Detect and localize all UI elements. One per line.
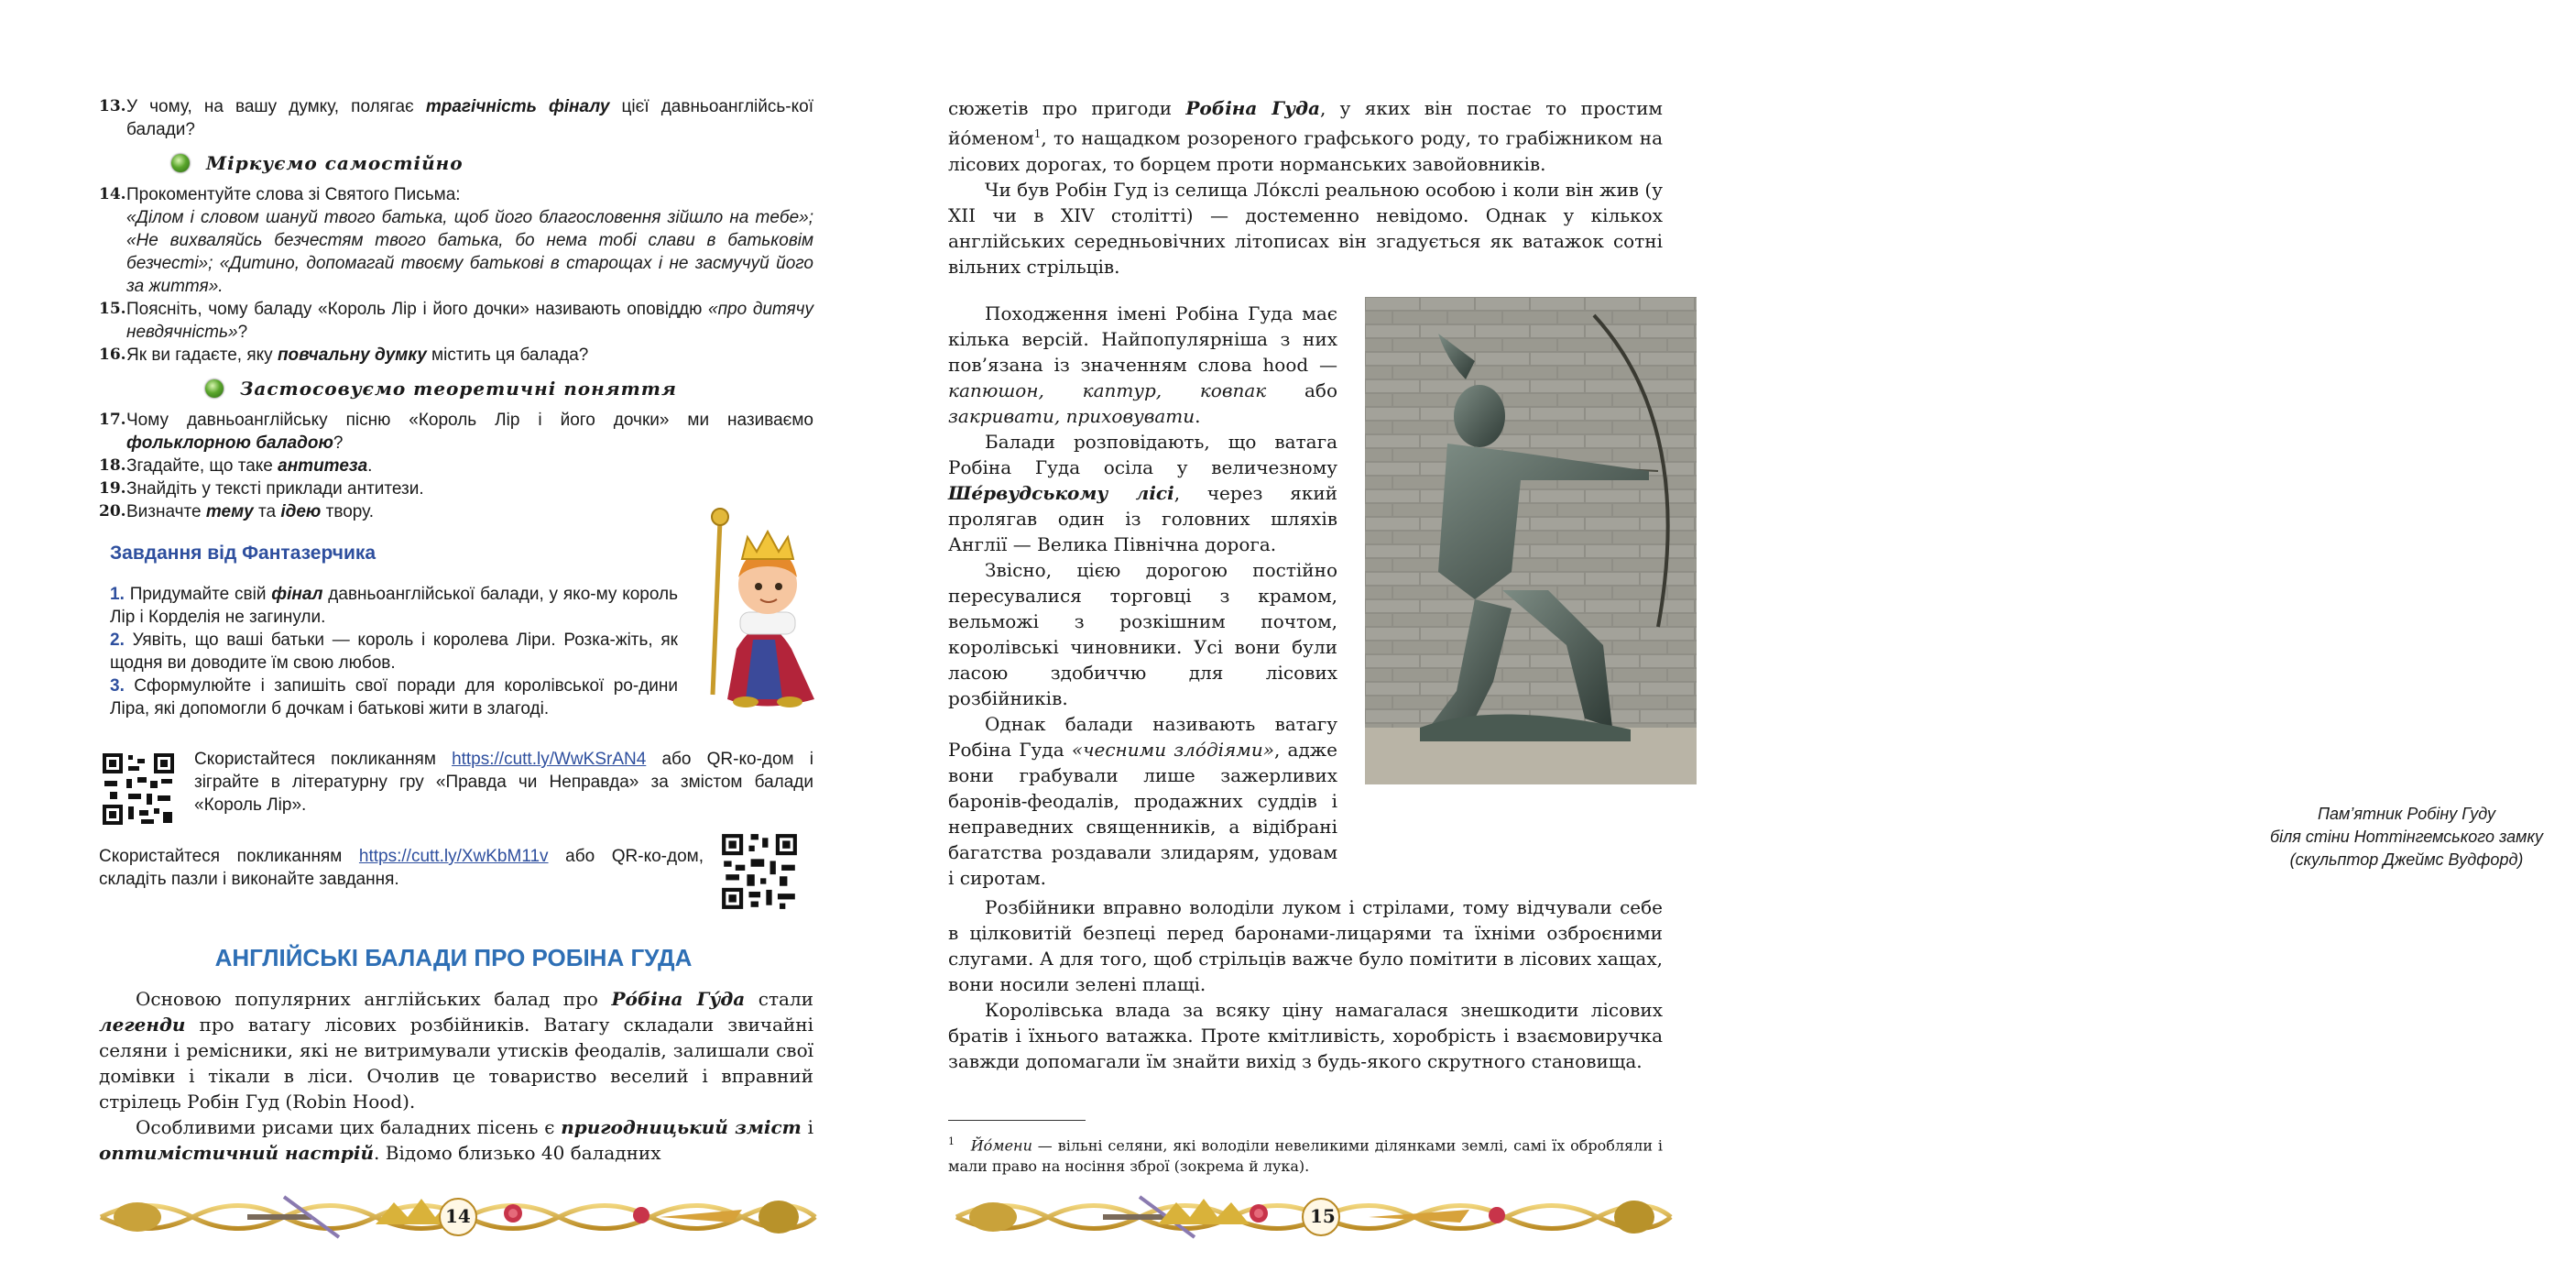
right-body-column [948, 301, 1337, 891]
paragraph: Звісно, цією дорогою постійно пересувалися торговці з крамом, вельможі з розкішним почтом, королівські чиновники. Усі вони були ласою здобиччю для лісових розбійників. [948, 559, 1337, 709]
question-20: 20. Визначте тему та ідею твору. [99, 502, 375, 521]
right-body-bottom [948, 894, 1663, 1074]
footnote: $^1$ Йо́мени — вільні селяни, які володіли невеликими ділянками землі, самі їх обробляли і мали право на носіння зброї (зокрема й лука). [948, 1135, 1663, 1176]
paragraph: Однак балади називають ватагу Робіна Гуда «чесними зло́діями», адже вони грабували лише зажерливих баронів-феодалів, продажних суддів і неправедних священників, а відібрані багатства роздавали злидарям, удовам і сиротам. [948, 713, 1338, 889]
puzzle-link[interactable]: https://cutt.ly/XwKbM11v [358, 847, 549, 866]
tasks-title: Завдання від Фантазерчика [110, 543, 377, 564]
page-number: 14 [445, 1205, 471, 1227]
question-18: 18. Згадайте, що таке антитеза. [99, 456, 373, 476]
chapter-title: АНГЛІЙСЬКІ БАЛАДИ ПРО РОБІНА ГУДА [214, 944, 693, 971]
paragraph: Балади розповідають, що ватага Робіна Гуда осіла у величезному Ше́рвудському лісі, через який пролягав один із головних шляхів Англії — Велика Північна дорога. [948, 431, 1337, 555]
paragraph: Королівська влада за всяку ціну намагалася знешкодити лісових братів і їхнього ватажка. Проте кмітливість, хоробрість і взаємовиручка завжди допомагали їм знайти вихід з будь-якого скрутного становища. [948, 999, 1663, 1072]
paragraph: сюжетів про пригоди Робіна Гуда, у яких він постає то простим йо́меном$^1$, то нащадком розореного графського роду, то грабіжником на лісових дорогах, то борцем проти норманських завойовників. [948, 97, 1663, 175]
paragraph: Походження імені Робіна Гуда має кілька версій. Найпопулярніша з них пов’язана із значенням слова hood — капюшон, каптур, ковпак або закривати, приховувати. [948, 302, 1337, 427]
robin-hood-statue-photo [1365, 297, 1697, 784]
question-16: 16. Як ви гадаєте, яку повчальну думку містить ця балада? [99, 345, 589, 365]
paragraph: Особливими рисами цих баладних пісень є пригодницький зміст і оптимістичний настрій. Відомо близько 40 баладних [99, 1116, 813, 1164]
page-number: 15 [1310, 1205, 1336, 1227]
left-page [0, 0, 872, 1283]
question-17: 17. Чому давньоанглійську пісню «Король Лір і його дочки» ми називаємо фольклорною баладою? [99, 411, 813, 453]
king-character-illustration [700, 502, 828, 713]
footnote-rule [948, 1120, 1086, 1121]
qr-1-text: Скористайтеся покликанням https://cutt.ly/WwKSrAN4 або QR-ко-дом і зіграйте в літературну гру «Правда чи Неправда» за змістом балади «Король Лір». [194, 750, 813, 815]
question-13: 13. У чому, на вашу думку, полягає трагічність фіналу цієї давньоанглійсь-кої балади? [99, 97, 813, 139]
qr-2-text: Скористайтеся покликанням https://cutt.ly/XwKbM11v або QR-ко-дом, складіть пазли і виконайте завдання. [99, 847, 704, 889]
task-1: 1. Придумайте свій фінал давньоанглійської балади, у яко-му король Лір і Корделія не загинули. [110, 585, 678, 627]
photo-caption: Пам’ятник Робіну Гуду біля стіни Ноттінгемського замку (скульптор Джеймс Вудфорд) [2269, 805, 2543, 869]
qr-code-icon [720, 832, 799, 911]
question-19: 19. Знайдіть у тексті приклади антитези. [99, 479, 424, 499]
right-page [872, 0, 2543, 1283]
right-body-top [948, 95, 1663, 280]
task-2: 2. Уявіть, що ваші батьки — король і королева Ліри. Розка-жіть, як щодня ви доводите їм свою любов. [110, 631, 678, 673]
qr-code-1[interactable] [101, 751, 176, 827]
question-number: 13. [99, 97, 126, 115]
section-heading-apply: Застосовуємо теоретичні поняття [240, 378, 677, 400]
paragraph: Основою популярних англійських балад про Ро́біна Гу́да стали легенди про ватагу лісових розбійників. Ватагу складали звичайні селяни і ремісники, які не витримували утисків феодалів, залишали свої домівки і тікали в ліси. Очолив це товариство веселий і вправний стрілець Робін Гуд (Robin Hood). [99, 988, 813, 1113]
section-heading-think: Міркуємо самостійно [206, 152, 464, 174]
green-bullet-icon [171, 154, 190, 172]
paragraph: Чи був Робін Гуд із селища Ло́кслі реальною особою і коли він жив (у XII чи в XIV столітті) — достеменно невідомо. Однак у кількох англійських середньовічних літописах він згадується як ватажок сотні вільних стрільців. [948, 178, 1663, 278]
question-15: 15. Поясніть, чому баладу «Король Лір і його дочки» називають оповіддю «про дитячу невдячність»? [99, 300, 813, 342]
paragraph: Розбійники вправно володіли луком і стрілами, тому відчували себе в цілковитій безпеці перед баронами-лицарями та їхніми озброєними слугами. А для того, щоб стрільців важче було помітити в лісових хащах, вони носили зелені плащі. [948, 896, 1663, 995]
footnote-ref: 1 [1033, 127, 1042, 140]
qr-code-icon [101, 751, 176, 827]
game-link[interactable]: https://cutt.ly/WwKSrAN4 [452, 750, 647, 769]
task-3: 3. Сформулюйте і запишіть свої поради для королівської ро-дини Ліра, які допомогли б дочкам і батькові жити в злагоді. [110, 676, 679, 718]
green-bullet-icon [205, 379, 224, 398]
left-body-text [99, 986, 813, 1166]
qr-code-2[interactable] [720, 832, 799, 911]
question-14: 14. Прокоментуйте слова зі Святого Письма: «Ділом і словом шануй твого батька, щоб його благословення зійшло на тебе»; «Не вихваляйсь безчестям твого батька, бо нема тобі слави в батьковім безчесті»; «Дитино, допомагай твоєму батькові в старощах і не засмучуй його за життя». [99, 185, 813, 296]
